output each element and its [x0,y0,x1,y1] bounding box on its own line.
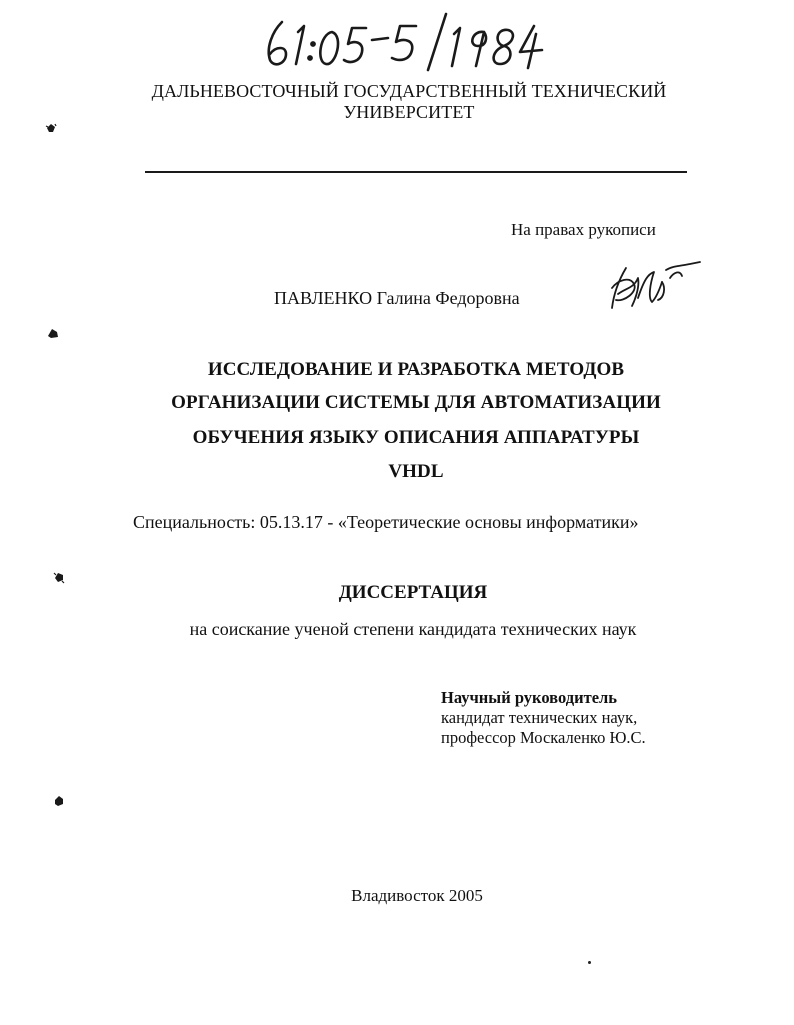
rights-note: На правах рукописи [511,220,656,239]
binder-mark-icon [44,121,58,135]
scan-speck [588,961,591,964]
title-line-2: ОРГАНИЗАЦИИ СИСТЕМЫ ДЛЯ АВТОМАТИЗАЦИИ [171,392,661,413]
supervisor-label: Научный руководитель [441,688,617,707]
binder-mark-icon [52,570,66,584]
header-divider [145,171,687,173]
university-name-line-1: ДАЛЬНЕВОСТОЧНЫЙ ГОСУДАРСТВЕННЫЙ ТЕХНИЧЕСКИЙ [151,81,667,101]
author-signature [604,258,704,314]
dissertation-heading: ДИССЕРТАЦИЯ [338,582,488,603]
supervisor-block [441,688,646,748]
supervisor-degree: кандидат технических наук, [441,708,638,727]
specialty-line: Специальность: 05.13.17 - «Теоретические основы информатики» [133,512,639,532]
title-line-1: ИССЛЕДОВАНИЕ И РАЗРАБОТКА МЕТОДОВ [207,359,625,380]
author-name: ПАВЛЕНКО Галина Федоровна [274,288,520,308]
title-line-3: ОБУЧЕНИЯ ЯЗЫКУ ОПИСАНИЯ АППАРАТУРЫ [192,427,640,448]
title-line-4: VHDL [388,461,444,482]
binder-mark-icon [52,794,66,808]
supervisor-name: профессор Москаленко Ю.С. [441,728,646,747]
city-year: Владивосток 2005 [351,886,483,905]
dissertation-subtitle: на соискание ученой степени кандидата технических наук [189,619,637,639]
handwritten-registration-number [258,10,548,72]
university-name-line-2: УНИВЕРСИТЕТ [343,102,475,122]
binder-mark-icon [46,326,60,340]
